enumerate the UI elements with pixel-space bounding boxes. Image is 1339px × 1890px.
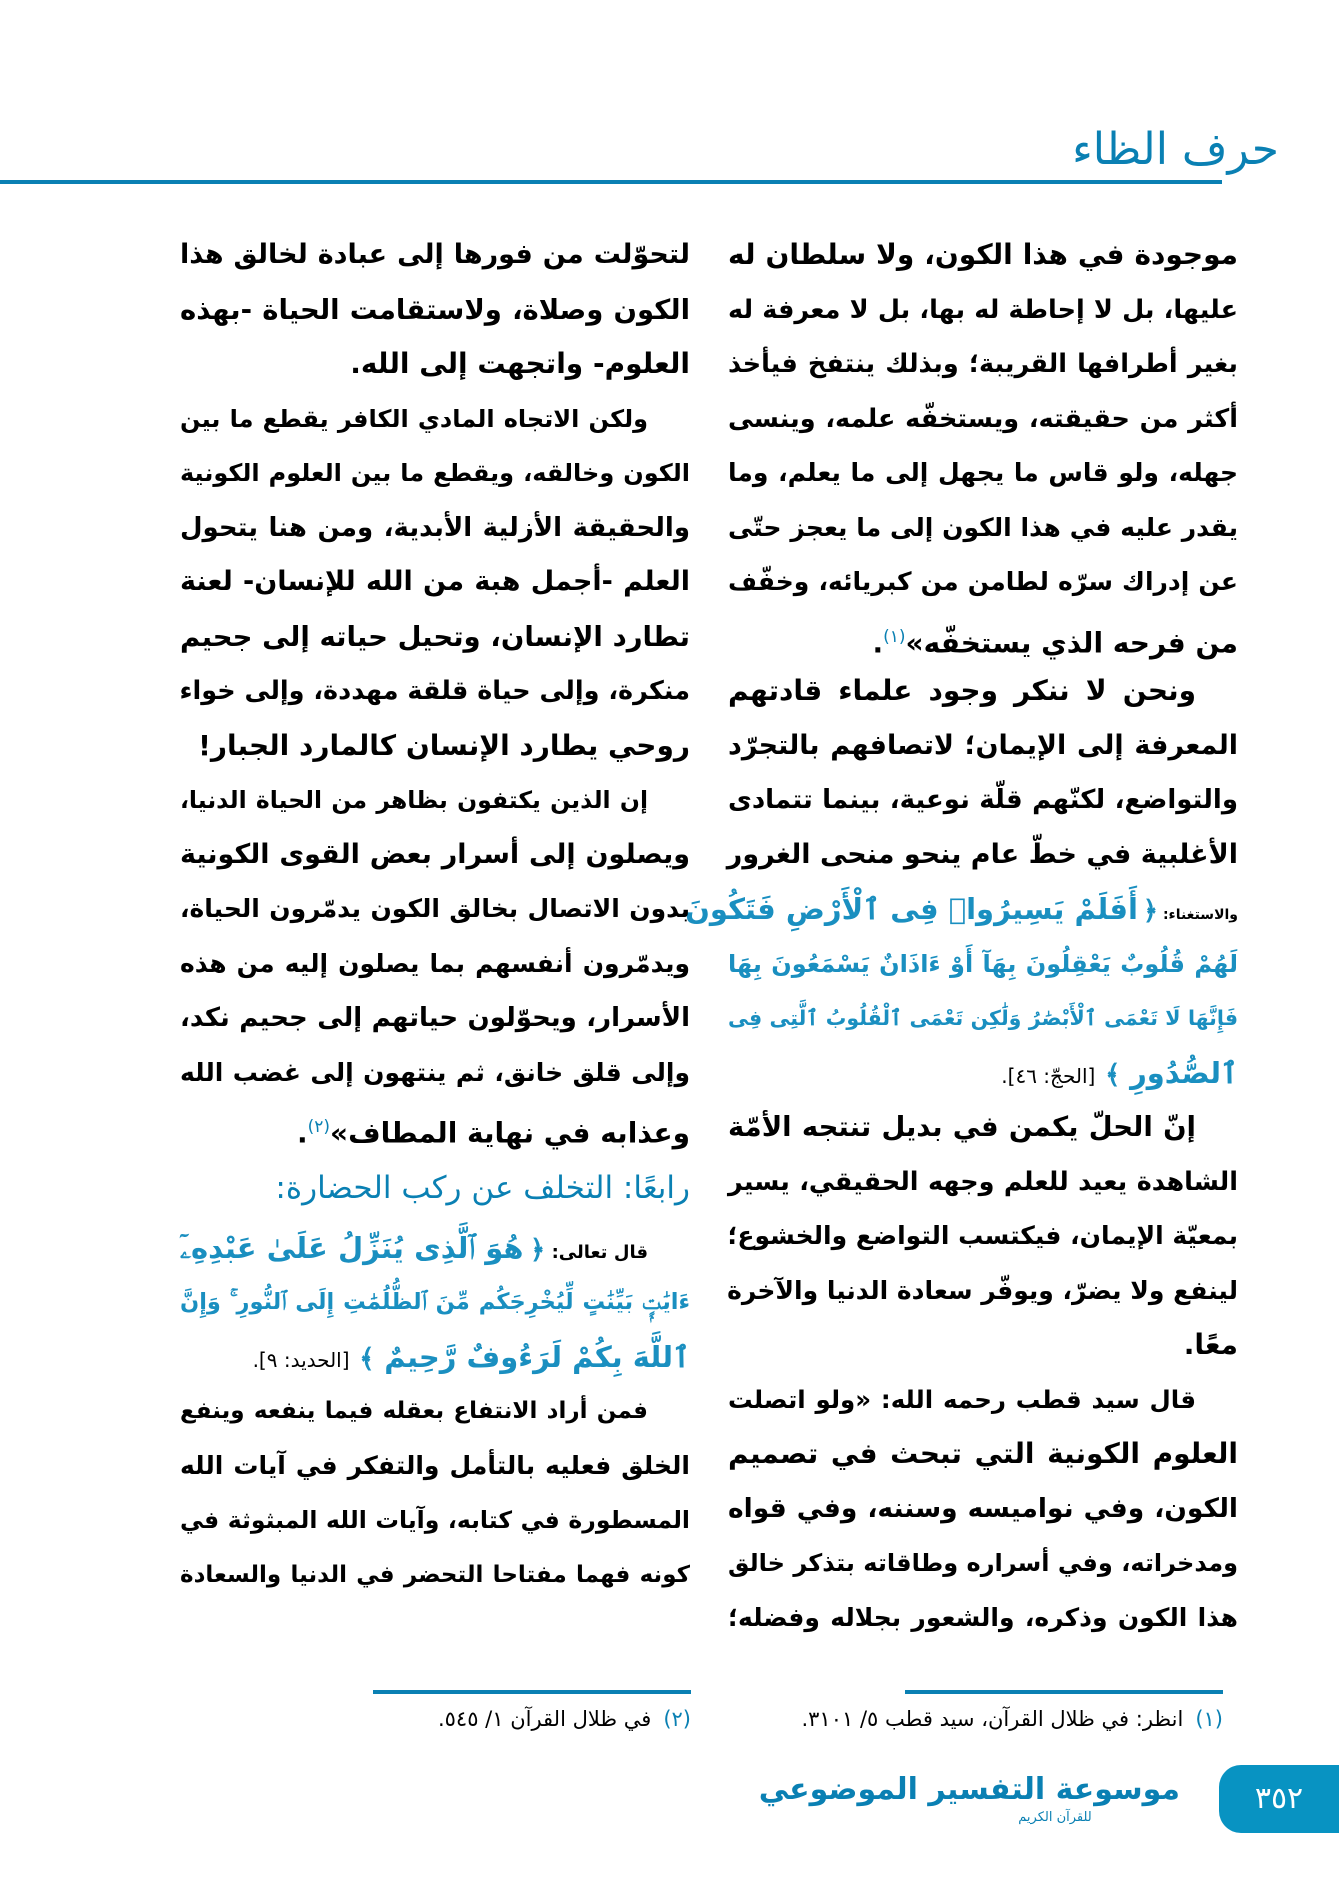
text-line: هذا الكون وذكره، والشعور بجلاله وفضله؛ bbox=[728, 1602, 1238, 1632]
text-line: المعرفة إلى الإيمان؛ لاتصافهم بالتجرّد bbox=[728, 729, 1238, 761]
verse-reference: [الحديد: ٩]. bbox=[252, 1347, 350, 1372]
text-line: الأغلبية في خطّ عام ينحو منحى الغرور bbox=[726, 838, 1238, 870]
text-line: يقدر عليه في هذا الكون إلى ما يعجز حتّى bbox=[728, 512, 1238, 542]
footnote-2 bbox=[438, 1702, 691, 1736]
verse-line bbox=[728, 1046, 1238, 1101]
text-line: بدون الاتصال بخالق الكون يدمّرون الحياة، bbox=[180, 894, 690, 923]
text-line: أكثر من حقيقته، ويستخفّه علمه، وينسى bbox=[728, 403, 1238, 434]
text-line: تطارد الإنسان، وتحيل حياته إلى جحيم bbox=[180, 620, 690, 653]
verse-line bbox=[685, 882, 1238, 937]
text-line: ويصلون إلى أسرار بعض القوى الكونية bbox=[180, 838, 690, 870]
footnote-ref-2[interactable]: (٢) bbox=[307, 1117, 330, 1137]
quran-verse: فَإِنَّهَا لَا تَعْمَى ٱلْأَبْصَٰرُ وَلَٰكِن تَعْمَى ٱلْقُلُوبُ ٱلَّتِى فِى bbox=[728, 1006, 1238, 1030]
text-line: العلوم الكونية التي تبحث في تصميم bbox=[728, 1437, 1238, 1470]
quran-verse: أَفَلَمْ يَسِيرُوا۟ فِى ٱلْأَرْضِ فَتَكُونَ bbox=[685, 892, 1138, 926]
text-line: العلم -أجمل هبة من الله للإنسان- لعنة bbox=[180, 566, 690, 597]
period: . bbox=[872, 625, 884, 659]
text-line: الشاهدة يعيد للعلم وجهه الحقيقي، يسير bbox=[728, 1166, 1238, 1197]
lead-in: والاستغناء: bbox=[1162, 907, 1238, 923]
footnote-rule bbox=[373, 1690, 691, 1694]
footnote-text: في ظلال القرآن ١/ ٥٤٥. bbox=[437, 1707, 652, 1731]
text-line: الكون، وفي نواميسه وسننه، وفي قواه bbox=[728, 1492, 1238, 1524]
text-line: عن إدراك سرّه لطامن من كبريائه، وخفّف bbox=[728, 567, 1238, 596]
text-line: لتحوّلت من فورها إلى عبادة لخالق هذا bbox=[180, 239, 690, 270]
quote-end: من فرحه الذي يستخفّه» bbox=[905, 625, 1238, 659]
logo-title: موسوعة التفسير الموضوعي bbox=[758, 1772, 1180, 1807]
text-line: العلوم- واتجهت إلى الله. bbox=[350, 347, 690, 380]
verse-close-ornament-icon: ﴾ bbox=[359, 1343, 375, 1374]
text-line: الأسرار، ويحوّلون حياتهم إلى جحيم نكد، bbox=[180, 1003, 690, 1033]
quran-verse: ءَايَٰتٍۭ بَيِّنَٰتٍ لِّيُخْرِجَكُم مِّنَ ٱلظُّلُمَٰتِ إِلَى ٱلنُّورِ ۚ وَإِنَّ bbox=[180, 1289, 690, 1315]
quran-verse: ٱلصُّدُورِ bbox=[1130, 1055, 1238, 1090]
footnote-1 bbox=[801, 1702, 1223, 1736]
footnote-text: انظر: في ظلال القرآن، سيد قطب ٥/ ٣١٠١. bbox=[801, 1707, 1184, 1731]
text-line: ولكن الاتجاه المادي الكافر يقطع ما بين bbox=[180, 404, 648, 433]
footnote-number: (٢) bbox=[663, 1707, 691, 1731]
text-line: موجودة في هذا الكون، ولا سلطان له bbox=[728, 238, 1238, 271]
text-line: إنّ الحلّ يكمن في بديل تنتجه الأمّة bbox=[728, 1111, 1196, 1143]
text-line: كونه فهما مفتاحا التحضر في الدنيا والسعادة bbox=[180, 1561, 690, 1588]
text-line: بمعيّة الإيمان، فيكتسب التواضع والخشوع؛ bbox=[727, 1221, 1238, 1250]
text-line: لينفع ولا يضرّ، ويوفّر سعادة الدنيا والآخرة bbox=[727, 1275, 1238, 1305]
text-line: وإلى قلق خانق، ثم ينتهون إلى غضب الله bbox=[180, 1057, 690, 1087]
quote-end: وعذابه في نهاية المطاف» bbox=[330, 1116, 690, 1150]
verse-line bbox=[180, 1221, 690, 1276]
right-column bbox=[685, 228, 1238, 1645]
page-number-badge: ٣٥٢ bbox=[1219, 1765, 1339, 1833]
text-line: ونحن لا ننكر وجود علماء قادتهم bbox=[728, 674, 1196, 707]
lead-in: قال تعالى: bbox=[551, 1241, 648, 1263]
logo-subtitle: للقرآن الكريم bbox=[1018, 1810, 1092, 1825]
period: . bbox=[296, 1116, 308, 1150]
text-line: معًا. bbox=[1183, 1328, 1238, 1361]
quran-verse: ٱللَّهَ بِكُمْ لَرَءُوفٌ رَّحِيمٌ bbox=[384, 1339, 690, 1374]
footnote-rule bbox=[905, 1690, 1223, 1694]
text-line: قال سيد قطب رحمه الله: «ولو اتصلت bbox=[728, 1384, 1196, 1414]
header-rule bbox=[0, 180, 1222, 184]
text-line bbox=[180, 1100, 690, 1155]
quran-verse: لَهُمْ قُلُوبٌ يَعْقِلُونَ بِهَآ أَوْ ءَاذَانٌ يَسْمَعُونَ بِهَا bbox=[728, 949, 1238, 978]
text-line: جهله، ولو قاس ما يجهل إلى ما يعلم، وما bbox=[728, 458, 1238, 487]
chapter-title: حرف الظاء bbox=[1072, 124, 1279, 175]
verse-open-ornament-icon: ﴿ bbox=[1142, 896, 1159, 926]
verse-close-ornament-icon: ﴾ bbox=[1105, 1059, 1121, 1090]
verse-open-ornament-icon: ﴿ bbox=[529, 1234, 546, 1265]
text-line: ومدخراته، وفي أسراره وطاقاته بتذكر خالق bbox=[728, 1549, 1238, 1577]
text-line: الكون وصلاة، ولاستقامت الحياة -بهذه bbox=[180, 293, 690, 326]
quran-verse: هُوَ ٱلَّذِى يُنَزِّلُ عَلَىٰ عَبْدِهِۦٓ bbox=[180, 1230, 524, 1265]
verse-line bbox=[180, 1330, 690, 1385]
left-column bbox=[180, 228, 690, 1602]
section-subheading: رابعًا: التخلف عن ركب الحضارة: bbox=[275, 1169, 690, 1206]
text-line: إن الذين يكتفون بظاهر من الحياة الدنيا، bbox=[180, 786, 648, 814]
encyclopedia-logo bbox=[758, 1770, 1180, 1826]
text-line: ويدمّرون أنفسهم بما يصلون إليه من هذه bbox=[180, 948, 690, 978]
footnote-number: (١) bbox=[1195, 1707, 1223, 1731]
verse-reference: [الحجّ: ٤٦]. bbox=[1001, 1063, 1096, 1088]
text-line: الكون وخالقه، ويقطع ما بين العلوم الكونية bbox=[180, 459, 690, 487]
text-line: فمن أراد الانتفاع بعقله فيما ينفعه وينفع bbox=[180, 1398, 648, 1424]
footnote-ref-1[interactable]: (١) bbox=[883, 626, 906, 647]
text-line: الخلق فعليه بالتأمل والتفكر في آيات الله bbox=[180, 1450, 690, 1480]
text-line bbox=[728, 610, 1238, 665]
text-line: والتواضع، لكنّهم قلّة نوعية، بينما تتمادى bbox=[728, 785, 1238, 815]
text-line: المسطورة في كتابه، وآيات الله المبثوثة في bbox=[180, 1506, 690, 1534]
text-line: عليها، بل لا إحاطة له بها، بل لا معرفة له bbox=[728, 294, 1238, 325]
text-line: والحقيقة الأزلية الأبدية، ومن هنا يتحول bbox=[180, 512, 690, 543]
text-line: روحي يطارد الإنسان كالمارد الجبار! bbox=[198, 728, 690, 762]
text-line: بغير أطرافها القريبة؛ وبذلك ينتفخ فيأخذ bbox=[728, 349, 1238, 379]
text-line: منكرة، وإلى حياة قلقة مهددة، وإلى خواء bbox=[179, 676, 690, 706]
